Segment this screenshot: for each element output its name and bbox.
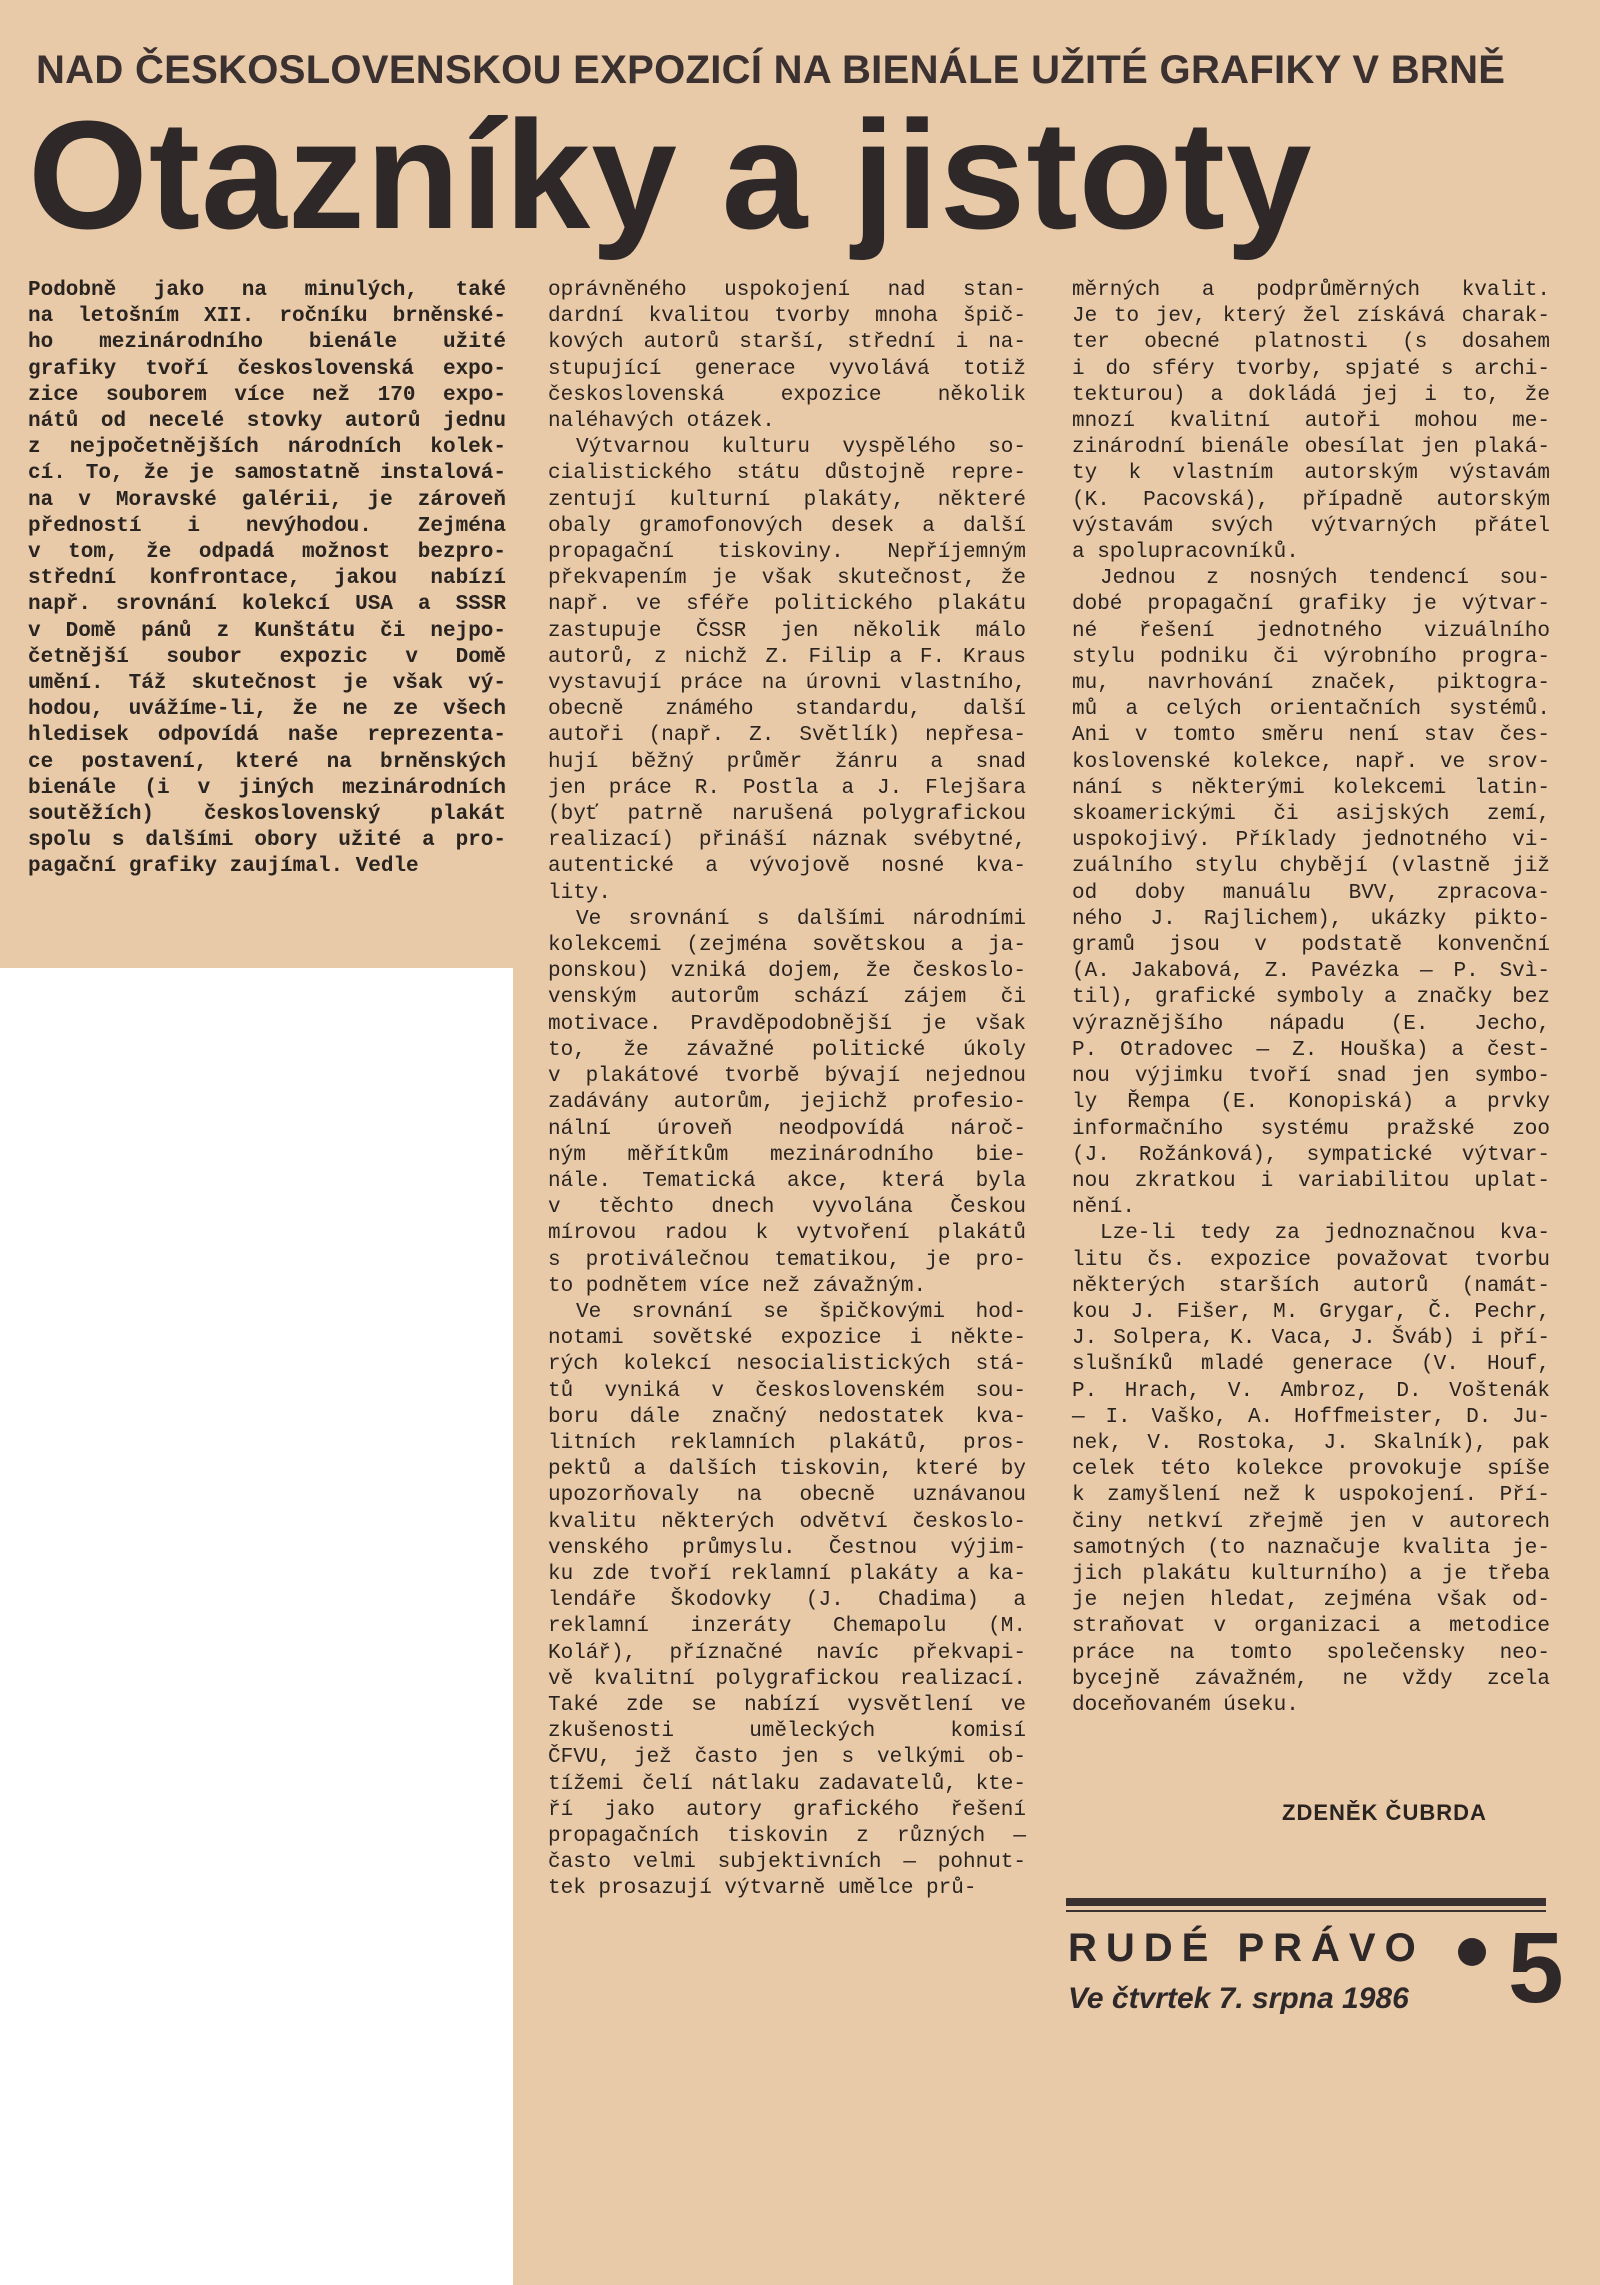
text-line: kolekcemi (zejména sovětskou a ja-	[548, 934, 1026, 958]
text-line: zadávány autorům, jejichž profesio-	[548, 1091, 1026, 1115]
text-line: zuálního stylu chybějí (vlastně již	[1072, 855, 1550, 879]
text-line: reklamní inzeráty Chemapolu (M.	[548, 1615, 1026, 1639]
text-line: Také zde se nabízí vysvětlení ve	[548, 1693, 1026, 1717]
text-line: (A. Jakabová, Z. Pavézka — P. Svì-	[1072, 960, 1550, 984]
text-line: práce na tomto společensky neo-	[1072, 1641, 1550, 1665]
text-line: nění.	[1072, 1196, 1136, 1220]
text-line: bycejně závažném, ne vždy zcela	[1072, 1667, 1550, 1691]
text-line: v Domě pánů z Kunštátu či nejpo-	[28, 619, 506, 643]
masthead-rule-thin	[1066, 1910, 1546, 1912]
text-line: cialistického státu důstojně repre-	[548, 462, 1026, 486]
text-line: venským autorům schází zájem či	[548, 986, 1026, 1010]
text-line: (K. Pacovská), případně autorským	[1072, 488, 1550, 512]
text-line: autorů, z nichž Z. Filip a F. Kraus	[548, 645, 1026, 669]
text-line: notami sovětské expozice i někte-	[548, 1327, 1026, 1351]
text-column-3	[1072, 278, 1550, 1719]
text-column-1	[28, 278, 506, 881]
text-line: oprávněného uspokojení nad stan-	[548, 279, 1026, 302]
text-line: v plakátové tvorbě bývají nejednou	[548, 1065, 1026, 1089]
text-line: autoři (např. Z. Světlík) nepřesa-	[548, 724, 1026, 748]
text-line: od doby manuálu BVV, zpracova-	[1072, 881, 1550, 905]
text-line: to, že závažné politické úkoly	[548, 1038, 1026, 1062]
text-line: ly Řempa (E. Konopiská) a prvky	[1072, 1091, 1550, 1115]
text-line: Ani v tomto směru není stav čes-	[1072, 724, 1550, 748]
text-line: né řešení jednotného vizuálního	[1072, 619, 1550, 643]
text-line: pektů a dalších tiskovin, které by	[548, 1458, 1026, 1482]
text-line: samotných (to naznačuje kvalita je-	[1072, 1536, 1550, 1560]
text-line: soutěžích) československý plakát	[28, 803, 506, 827]
text-line: nální úroveň neodpovídá nároč-	[548, 1117, 1026, 1141]
blank-background	[0, 968, 513, 2285]
text-line: Jednou z nosných tendencí sou-	[1100, 567, 1550, 591]
text-line: ným měřítkům mezinárodního bie-	[548, 1143, 1026, 1167]
text-line: překvapením je však skutečnost, že	[548, 567, 1026, 591]
text-line: střední konfrontace, jakou nabízí	[28, 567, 506, 591]
text-line: cí. To, že je samostatně instalová-	[28, 462, 506, 486]
text-line: J. Solpera, K. Vaca, J. Šváb) i pří-	[1072, 1327, 1550, 1351]
text-line: ce postavení, které na brněnských	[28, 750, 506, 774]
text-line: v tom, že odpadá možnost bezpro-	[28, 541, 506, 565]
text-line: nátů od necelé stovky autorů jednu	[28, 410, 506, 434]
text-line: Kolář), příznačné navíc překvapi-	[548, 1641, 1026, 1665]
text-line: lendáře Škodovky (J. Chadima) a	[548, 1589, 1026, 1613]
text-line: stupující generace vyvolává totiž	[548, 357, 1026, 381]
text-line: boru dále značný nedostatek kva-	[548, 1405, 1026, 1429]
text-line: vystavují práce na úrovni vlastního,	[548, 672, 1026, 696]
page-number: 5	[1508, 1912, 1564, 2024]
text-line: na letošním XII. ročníku brněnské-	[28, 305, 506, 329]
text-line: z nejpočetnějších národních kolek-	[28, 436, 506, 460]
text-line: kou J. Fišer, M. Grygar, Č. Pechr,	[1072, 1300, 1550, 1324]
text-line: jich plakátu kulturního) a je třeba	[1072, 1562, 1550, 1586]
text-line: gramů jsou v podstatě konvenční	[1072, 934, 1550, 958]
text-line: a spolupracovníků.	[1072, 541, 1299, 565]
issue-date: Ve čtvrtek 7. srpna 1986	[1068, 1982, 1409, 2015]
text-line: (byť patrně narušená polygrafickou	[548, 803, 1026, 827]
text-line: hují běžný průměr žánru a snad	[548, 750, 1026, 774]
text-line: autentické a vývojově nosné kva-	[548, 855, 1026, 879]
text-line: předností i nevýhodou. Zejména	[28, 514, 506, 538]
text-line: bienále (i v jiných mezinárodních	[28, 776, 506, 800]
text-line: P. Hrach, V. Ambroz, D. Voštenák	[1072, 1379, 1550, 1403]
text-line: vě kvalitní polygrafickou realizací.	[548, 1667, 1026, 1691]
text-line: litních reklamních plakátů, pros-	[548, 1431, 1026, 1455]
text-line: nou zkratkou i variabilitou uplat-	[1072, 1169, 1550, 1193]
text-line: tekturou) a dokládá jej i to, že	[1072, 383, 1550, 407]
text-line: výstavám svých výtvarných přátel	[1072, 514, 1550, 538]
text-line: ho mezinárodního bienále užité	[28, 331, 506, 355]
text-line: umění. Táž skutečnost je však vý-	[28, 672, 506, 696]
text-line: rých kolekcí nesocialistických stá-	[548, 1353, 1026, 1377]
text-line: nek, V. Rostoka, J. Skalník), pak	[1072, 1431, 1550, 1455]
text-line: často velmi subjektivních — pohnut-	[548, 1851, 1026, 1875]
text-line: hodou, uvážíme-li, že ne ze všech	[28, 698, 506, 722]
text-line: ří jako autory grafického řešení	[548, 1798, 1026, 1822]
text-line: spolu s dalšími obory užité a pro-	[28, 829, 506, 853]
text-line: ty k vlastním autorským výstavám	[1072, 462, 1550, 486]
text-line: československá expozice několik	[548, 383, 1026, 407]
text-line: některých starších autorů (namát-	[1072, 1274, 1550, 1298]
text-line: litu čs. expozice považovat tvorbu	[1072, 1248, 1550, 1272]
text-line: zinárodní bienále obesílat jen plaká-	[1072, 436, 1550, 460]
text-line: ponskou) vzniká dojem, že českoslo-	[548, 960, 1026, 984]
text-line: skoamerickými či asijských zemí,	[1072, 803, 1550, 827]
text-line: činy netkví zřejmě jen v autorech	[1072, 1510, 1550, 1534]
text-line: mnozí kvalitní autoři mohou me-	[1072, 410, 1550, 434]
text-line: měrných a podprůměrných kvalit.	[1072, 279, 1550, 302]
text-line: ČFVU, jež často jen s velkými ob-	[548, 1746, 1026, 1770]
text-line: propagační tiskoviny. Nepříjemným	[548, 541, 1026, 565]
text-line: zentují kulturní plakáty, některé	[548, 488, 1026, 512]
text-line: obaly gramofonových desek a další	[548, 514, 1026, 538]
newspaper-name: RUDÉ PRÁVO	[1068, 1926, 1425, 1970]
text-line: s protiválečnou tematikou, je pro-	[548, 1248, 1026, 1272]
text-line: je nejen hledat, zejména však od-	[1072, 1589, 1550, 1613]
text-line: např. srovnání kolekcí USA a SSSR	[28, 593, 506, 617]
article-author: ZDENĚK ČUBRDA	[1282, 1800, 1487, 1825]
text-line: realizací) přináší náznak svébytné,	[548, 829, 1026, 853]
text-line: nou výjimku tvoří snad jen symbo-	[1072, 1065, 1550, 1089]
text-line: Podobně jako na minulých, také	[28, 279, 506, 302]
text-line: kvalitu některých odvětví českoslo-	[548, 1510, 1026, 1534]
text-line: ter obecné platnosti (s dosahem	[1072, 331, 1550, 355]
text-line: mírovou radou k vytvoření plakátů	[548, 1222, 1026, 1246]
text-line: stylu podniku či výrobního progra-	[1072, 645, 1550, 669]
text-line: grafiky tvoří československá expo-	[28, 357, 506, 381]
text-line: Lze-li tedy za jednoznačnou kva-	[1100, 1222, 1550, 1246]
text-line: straňovat v organizaci a metodice	[1072, 1615, 1550, 1639]
text-line: doceňovaném úseku.	[1072, 1693, 1299, 1717]
text-line: zice souborem více než 170 expo-	[28, 383, 506, 407]
text-column-2	[548, 278, 1026, 1903]
text-line: Ve srovnání s dalšími národními	[576, 907, 1026, 931]
text-line: nání s některými kolekcemi latin-	[1072, 776, 1550, 800]
text-line: propagačních tiskovin z různých —	[548, 1824, 1026, 1848]
text-line: četnější soubor expozic v Domě	[28, 645, 506, 669]
text-line: ného J. Rajlichem), ukázky pikto-	[1072, 907, 1550, 931]
text-line: koslovenské kolekce, např. ve srov-	[1072, 750, 1550, 774]
text-line: např. ve sféře politického plakátu	[548, 593, 1026, 617]
text-line: motivace. Pravděpodobnější je však	[548, 1012, 1026, 1036]
text-line: venského průmyslu. Čestnou výjim-	[548, 1536, 1026, 1560]
bullet-dot-icon	[1458, 1938, 1486, 1966]
text-line: upozorňovaly na obecně uznávanou	[548, 1484, 1026, 1508]
text-line: v těchto dnech vyvolána Českou	[548, 1196, 1026, 1220]
text-line: — I. Vaško, A. Hoffmeister, D. Ju-	[1072, 1405, 1550, 1429]
text-line: tů vyniká v československém sou-	[548, 1379, 1026, 1403]
text-line: Ve srovnání se špičkovými hod-	[576, 1300, 1026, 1324]
text-line: celek této kolekce provokuje spíše	[1072, 1458, 1550, 1482]
text-line: obecně známého standardu, další	[548, 698, 1026, 722]
text-line: na v Moravské galérii, je zároveň	[28, 488, 506, 512]
text-line: i do sféry tvorby, spjaté s archi-	[1072, 357, 1550, 381]
text-line: mu, navrhování značek, piktogra-	[1072, 672, 1550, 696]
text-line: naléhavých otázek.	[548, 410, 775, 434]
text-line: mů a celých orientačních systémů.	[1072, 698, 1550, 722]
text-line: tek prosazují výtvarně umělce prů-	[548, 1877, 977, 1901]
text-line: tížemi čelí nátlaku zadavatelů, kte-	[548, 1772, 1026, 1796]
article-headline: Otazníky a jistoty	[28, 89, 1313, 261]
text-line: pagační grafiky zaujímal. Vedle	[28, 855, 419, 879]
text-line: jen práce R. Postla a J. Flejšara	[548, 776, 1026, 800]
text-line: Je to jev, který žel získává charak-	[1072, 305, 1550, 329]
text-line: to podnětem více než závažným.	[548, 1274, 927, 1298]
masthead-rule	[1066, 1898, 1546, 1906]
text-line: zkušenosti uměleckých komisí	[548, 1720, 1026, 1744]
text-line: nále. Tematická akce, která byla	[548, 1169, 1026, 1193]
text-line: slušníků mladé generace (V. Houf,	[1072, 1353, 1550, 1377]
text-line: výraznějšího nápadu (E. Jecho,	[1072, 1012, 1550, 1036]
text-line: hledisek odpovídá naše reprezenta-	[28, 724, 506, 748]
text-line: dardní kvalitou tvorby mnoha špič-	[548, 305, 1026, 329]
text-line: til), grafické symboly a značky bez	[1072, 986, 1550, 1010]
text-line: kových autorů starší, střední i na-	[548, 331, 1026, 355]
text-line: lity.	[548, 881, 612, 905]
text-line: zastupuje ČSSR jen několik málo	[548, 619, 1026, 643]
text-line: k zamyšlení než k uspokojení. Pří-	[1072, 1484, 1550, 1508]
text-line: uspokojivý. Příklady jednotného vi-	[1072, 829, 1550, 853]
text-line: informačního systému pražské zoo	[1072, 1117, 1550, 1141]
text-line: (J. Rožánková), sympatické výtvar-	[1072, 1143, 1550, 1167]
text-line: Výtvarnou kulturu vyspělého so-	[576, 436, 1026, 460]
text-line: P. Otradovec — Z. Houška) a čest-	[1072, 1038, 1550, 1062]
article-kicker: NAD ČESKOSLOVENSKOU EXPOZICÍ NA BIENÁLE UŽITÉ GRAFIKY V BRNĚ	[36, 48, 1506, 92]
text-line: ku zde tvoří reklamní plakáty a ka-	[548, 1562, 1026, 1586]
text-line: dobé propagační grafiky je výtvar-	[1072, 593, 1550, 617]
